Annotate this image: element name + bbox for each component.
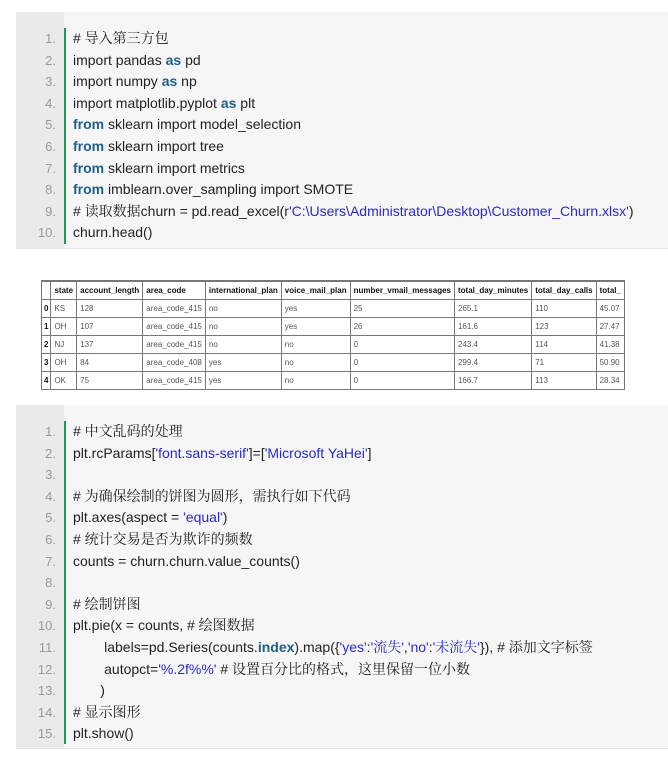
code-line <box>16 28 668 50</box>
code-text <box>73 158 245 180</box>
code-line <box>16 702 668 724</box>
code-keyword: from <box>73 159 105 176</box>
table-cell: area_code_415 <box>143 372 206 390</box>
code-lines <box>16 405 668 761</box>
column-header: account_length <box>77 281 143 300</box>
table-cell: 161.6 <box>454 318 531 336</box>
table-cell: 27.47 <box>596 318 624 336</box>
table-header-row <box>42 281 625 300</box>
code-line <box>16 136 668 158</box>
code-line <box>16 158 668 180</box>
table-cell: 50.90 <box>596 354 624 372</box>
table-cell: yes <box>281 300 350 318</box>
line-number: 11. <box>38 639 56 655</box>
code-token: plt.show() <box>73 725 134 742</box>
code-string: 'font.sans-serif' <box>155 444 249 461</box>
table-cell: no <box>281 372 350 390</box>
code-token: , <box>403 638 408 655</box>
table-cell: area_code_415 <box>143 318 206 336</box>
code-token: : <box>366 638 371 655</box>
code-token: # 导入第三方包 <box>73 30 169 46</box>
line-number: 9. <box>45 203 56 219</box>
code-token: ) <box>628 202 634 219</box>
table-cell: yes <box>205 372 281 390</box>
line-number: 1. <box>45 31 56 46</box>
code-line <box>16 179 668 201</box>
code-token: labels=pd.Series(counts. <box>73 638 258 655</box>
code-token: sklearn import model_selection <box>104 116 301 133</box>
code-text <box>73 50 201 72</box>
line-number: 3. <box>45 467 56 483</box>
line-number: 14. <box>37 704 56 720</box>
table-cell: 25 <box>350 300 454 318</box>
dataframe-output <box>41 280 641 390</box>
code-line <box>16 637 668 659</box>
table-cell: 113 <box>532 372 596 390</box>
table-row <box>42 318 625 336</box>
table-cell: area_code_415 <box>143 300 206 318</box>
line-number: 10. <box>37 225 56 241</box>
table-cell: 71 <box>532 354 596 372</box>
code-text <box>73 114 301 136</box>
line-number: 2. <box>45 445 56 461</box>
table-cell: 28.34 <box>596 372 624 390</box>
line-number: 6. <box>45 531 56 547</box>
code-token: }), # 添加文字标签 <box>479 638 593 655</box>
column-header: total_day_minutes <box>454 281 531 300</box>
code-string: 'Microsoft YaHei' <box>264 444 368 461</box>
code-text <box>73 222 152 244</box>
row-index: 3 <box>42 354 51 372</box>
table-cell: NJ <box>51 336 77 354</box>
line-number: 4. <box>45 488 56 504</box>
code-text <box>73 486 351 508</box>
column-header: state <box>51 281 77 300</box>
code-keyword: as <box>220 94 237 111</box>
table-cell: 137 <box>77 336 143 354</box>
code-string: 'equal' <box>183 509 223 526</box>
table-cell: 128 <box>77 300 143 318</box>
line-number: 8. <box>45 182 56 198</box>
table-cell: 45.07 <box>596 300 624 318</box>
line-number: 2. <box>45 52 56 68</box>
line-number: 7. <box>45 553 56 569</box>
code-token: # 中文乱码的处理 <box>73 423 183 439</box>
table-row <box>42 300 625 318</box>
code-line <box>16 551 668 573</box>
line-number: 3. <box>45 74 56 90</box>
code-token: sklearn import metrics <box>104 159 245 176</box>
code-text <box>73 702 141 724</box>
code-line <box>16 529 668 551</box>
table-row <box>42 354 625 372</box>
code-text <box>73 201 634 223</box>
code-keyword: index <box>257 638 295 655</box>
line-number: 5. <box>45 117 56 133</box>
code-lines <box>16 12 668 260</box>
code-text <box>73 71 197 93</box>
code-keyword: from <box>73 137 105 154</box>
table-cell: 26 <box>350 318 454 336</box>
code-keyword: as <box>161 73 178 90</box>
table-cell: area_code_408 <box>143 354 206 372</box>
line-number: 12. <box>37 661 56 677</box>
code-text <box>73 594 141 616</box>
code-text <box>73 723 134 745</box>
code-token: counts = churn.churn.value_counts() <box>73 552 300 569</box>
code-token: plt.rcParams[ <box>73 444 156 461</box>
code-string: '流失' <box>370 638 404 655</box>
code-token: np <box>177 73 197 90</box>
table-cell: no <box>281 336 350 354</box>
code-token: # 显示图形 <box>73 703 141 720</box>
code-token: ).map({ <box>294 638 340 655</box>
code-token: ) <box>73 682 105 699</box>
row-index: 4 <box>42 372 51 390</box>
code-token: import pandas <box>73 51 166 68</box>
table-cell: 123 <box>532 318 596 336</box>
code-token: import numpy <box>73 73 162 90</box>
code-line <box>16 659 668 681</box>
code-token: ]=[ <box>248 444 265 461</box>
line-number: 9. <box>45 596 56 612</box>
code-token: ] <box>367 444 372 461</box>
code-text <box>73 659 470 681</box>
line-number: 4. <box>45 95 56 111</box>
table-cell: OH <box>51 318 77 336</box>
row-index: 1 <box>42 318 51 336</box>
code-token: # 统计交易是否为欺诈的频数 <box>73 530 253 547</box>
code-text <box>73 615 255 637</box>
table-cell: 0 <box>350 336 454 354</box>
column-header: total_day_calls <box>532 281 596 300</box>
code-line <box>16 421 668 443</box>
line-number: 7. <box>45 160 56 176</box>
code-token: pd <box>181 51 201 68</box>
code-text <box>73 179 353 201</box>
table-cell: 84 <box>77 354 143 372</box>
code-text <box>73 136 224 158</box>
code-keyword: from <box>73 116 105 133</box>
table-cell: 299.4 <box>454 354 531 372</box>
table-cell: yes <box>205 354 281 372</box>
line-number: 6. <box>45 138 56 154</box>
row-index: 0 <box>42 300 51 318</box>
code-string: 'yes' <box>339 638 367 655</box>
column-header: total_ <box>596 281 624 300</box>
code-line <box>16 222 668 244</box>
code-string: '%.2f%%' <box>158 660 217 677</box>
line-number: 5. <box>45 510 56 526</box>
line-number: 8. <box>45 575 56 591</box>
table-cell: yes <box>281 318 350 336</box>
code-line <box>16 201 668 223</box>
line-number: 10. <box>37 618 56 634</box>
table-cell: 41.38 <box>596 336 624 354</box>
code-line <box>16 615 668 637</box>
table-cell: no <box>205 336 281 354</box>
code-block-imports <box>16 12 668 249</box>
table-cell: 110 <box>532 300 596 318</box>
code-token: ) <box>222 509 228 526</box>
code-token: plt <box>236 94 256 111</box>
line-number: 1. <box>45 424 56 439</box>
table-cell: 107 <box>77 318 143 336</box>
code-token: autopct= <box>73 660 159 677</box>
table-cell: 265.1 <box>454 300 531 318</box>
table-cell: 114 <box>532 336 596 354</box>
code-string: 'C:\Users\Administrator\Desktop\Customer_Churn.xlsx' <box>288 202 629 219</box>
code-line <box>16 572 668 594</box>
code-line <box>16 443 668 465</box>
code-text <box>73 443 371 465</box>
column-header: voice_mail_plan <box>281 281 350 300</box>
code-line <box>16 114 668 136</box>
code-text <box>73 421 183 443</box>
table-body <box>42 300 625 390</box>
code-token: # 为确保绘制的饼图为圆形，需执行如下代码 <box>73 487 351 504</box>
code-text <box>73 551 300 573</box>
code-token: plt.axes(aspect = <box>73 509 184 526</box>
table-cell: KS <box>51 300 77 318</box>
code-text <box>73 680 105 702</box>
code-keyword: as <box>165 51 182 68</box>
table-cell: 0 <box>350 372 454 390</box>
line-number: 13. <box>37 683 56 699</box>
code-string: '未流失' <box>432 638 480 655</box>
code-token: : <box>428 638 433 655</box>
code-token: imblearn.over_sampling import SMOTE <box>104 181 354 198</box>
line-number: 15. <box>37 726 56 742</box>
table-cell: 75 <box>77 372 143 390</box>
code-line <box>16 464 668 486</box>
code-line <box>16 680 668 702</box>
code-line <box>16 71 668 93</box>
code-token: plt.pie(x = counts, # 绘图数据 <box>73 617 255 634</box>
code-token: # 设置百分比的格式，这里保留一位小数 <box>216 660 471 677</box>
table-cell: 166.7 <box>454 372 531 390</box>
code-line <box>16 93 668 115</box>
code-token: # 读取数据churn = pd.read_excel(r <box>73 202 289 219</box>
code-line <box>16 486 668 508</box>
table-row <box>42 372 625 390</box>
code-block-pie-chart <box>16 405 668 749</box>
code-line <box>16 50 668 72</box>
code-line <box>16 723 668 745</box>
code-line <box>16 507 668 529</box>
dataframe-table <box>41 280 625 390</box>
column-header: number_vmail_messages <box>350 281 454 300</box>
column-header <box>42 281 51 300</box>
code-token: # 绘制饼图 <box>73 595 141 612</box>
column-header: area_code <box>143 281 206 300</box>
code-text <box>73 637 593 659</box>
code-token: import matplotlib.pyplot <box>73 94 221 111</box>
table-cell: no <box>281 354 350 372</box>
table-row <box>42 336 625 354</box>
row-index: 2 <box>42 336 51 354</box>
code-keyword: from <box>73 181 105 198</box>
code-line <box>16 594 668 616</box>
table-cell: no <box>205 300 281 318</box>
table-cell: area_code_415 <box>143 336 206 354</box>
table-cell: 243.4 <box>454 336 531 354</box>
table-cell: OK <box>51 372 77 390</box>
code-token: churn.head() <box>73 224 153 241</box>
table-cell: 0 <box>350 354 454 372</box>
code-token: sklearn import tree <box>104 137 224 154</box>
code-string: 'no' <box>407 638 429 655</box>
code-text <box>73 93 255 115</box>
table-cell: no <box>205 318 281 336</box>
code-text <box>73 529 253 551</box>
code-text <box>73 28 169 50</box>
table-cell: OH <box>51 354 77 372</box>
column-header: international_plan <box>205 281 281 300</box>
code-text <box>73 507 227 529</box>
